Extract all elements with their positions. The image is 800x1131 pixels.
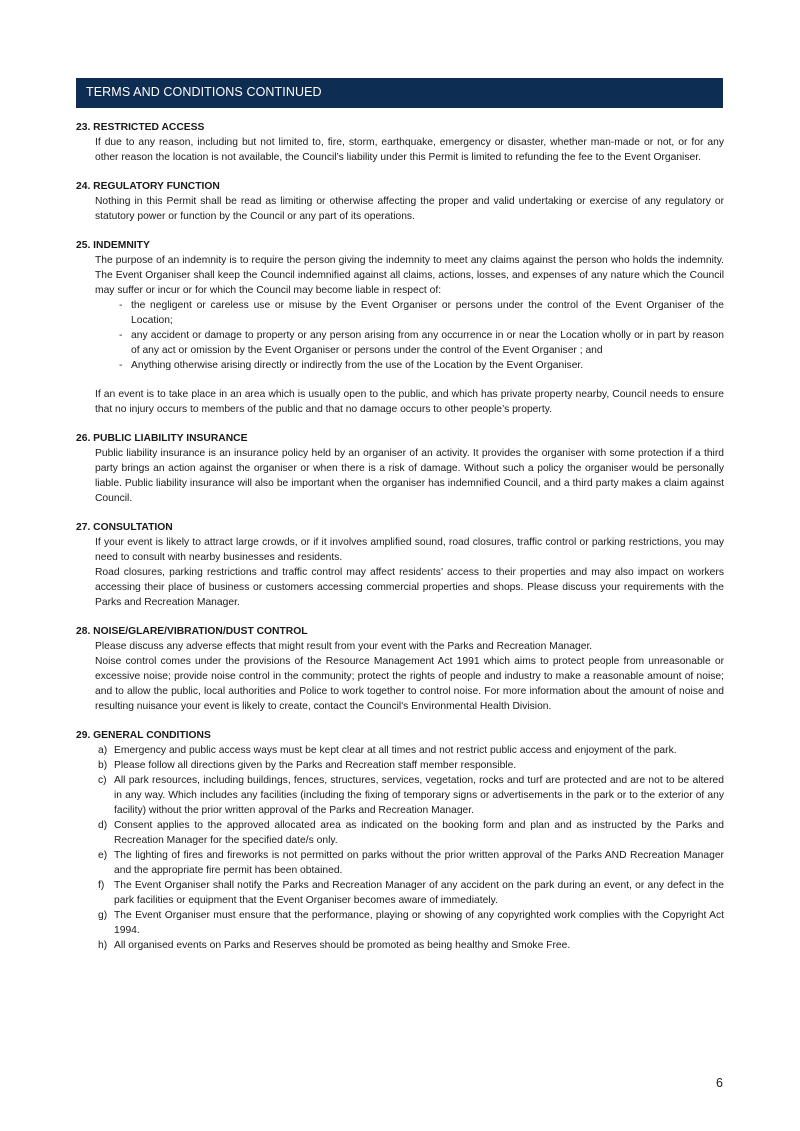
section-indemnity	[76, 238, 724, 417]
list-item	[98, 938, 724, 953]
list-item	[98, 848, 724, 878]
section-regulatory-function	[76, 179, 724, 224]
list-item	[98, 773, 724, 818]
section-heading: 25. INDEMNITY	[76, 240, 150, 251]
list-marker: f)	[98, 880, 105, 891]
section-heading: 23. RESTRICTED ACCESS	[76, 122, 205, 133]
list-item-text: Consent applies to the approved allocated area as indicated on the booking form and plan and as instructed by the Parks and Recreation Manager for the specified date/s only.	[114, 820, 724, 846]
indemnity-note: If an event is to take place in an area which is usually open to the public, and which has private property nearby, Council needs to ensure that no injury occurs to members of the public and that no damage occurs to other people’s property.	[95, 389, 724, 415]
section-banner	[76, 78, 723, 108]
list-marker: e)	[98, 850, 108, 861]
section-text: Nothing in this Permit shall be read as limiting or otherwise affecting the proper and valid undertaking or exercise of any regulatory or statutory power or function by the Council or any part of its operations.	[95, 196, 724, 222]
section-restricted-access	[76, 120, 724, 165]
list-item-text: The lighting of fires and fireworks is not permitted on parks without the prior written approval of the Parks AND Recreation Manager and the appropriate fire permit has been obtained.	[114, 850, 724, 876]
indemnity-list	[76, 298, 724, 373]
section-consultation	[76, 520, 724, 610]
list-marker: h)	[98, 940, 108, 951]
list-item-text: The Event Organiser must ensure that the performance, playing or showing of any copyrighted work complies with the Copyright Act 1994.	[114, 910, 724, 936]
list-item	[98, 818, 724, 848]
list-item	[98, 878, 724, 908]
list-marker: a)	[98, 745, 108, 756]
section-text: Public liability insurance is an insurance policy held by an organiser of an activity. It provides the organiser with some protection if a third party brings an action against the organiser or when there is a risk of damage. Without such a policy the organiser would be personally liable. Public liability insurance will also be important when the organiser has indemnified Council, and a third party makes a claim against Council.	[95, 448, 724, 504]
section-text: Road closures, parking restrictions and traffic control may affect residents’ access to their properties and may also impact on workers accessing their place of business or customers accessing commercial properties and shops. Please discuss your requirements with the Parks and Recreation Manager.	[95, 567, 724, 608]
section-text: Noise control comes under the provisions of the Resource Management Act 1991 which aims to protect people from unreasonable or excessive noise; provide noise control in the community; protect the rights of people and industry to make a reasonable amount of noise; and to allow the public, local authorities and Police to work together to control noise. For more information about the amount of noise and resulting nuisance your event is likely to create, contact the Council's Environmental Health Division.	[95, 656, 724, 712]
list-item: - Anything otherwise arising directly or indirectly from the use of the Location by the Event Organiser.	[121, 358, 724, 373]
banner-title: TERMS AND CONDITIONS CONTINUED	[86, 85, 322, 99]
section-text: Please discuss any adverse effects that might result from your event with the Parks and Recreation Manager.	[95, 641, 593, 652]
list-item-text: The Event Organiser shall notify the Parks and Recreation Manager of any accident on the park during an event, or any defect in the park facilities or equipment that the Event Organiser becomes aware of immediately.	[114, 880, 724, 906]
section-text: The purpose of an indemnity is to require the person giving the indemnity to meet any claims against the person who holds the indemnity. The Event Organiser shall keep the Council indemnified against all claims, actions, losses, and expenses of any nature which the Council may suffer or incur or for which the Council may become liable in respect of:	[95, 255, 724, 296]
list-item: - the negligent or careless use or misuse by the Event Organiser or persons under the control of the Event Organiser of the Location;	[121, 298, 724, 328]
section-heading: 29. GENERAL CONDITIONS	[76, 730, 211, 741]
list-item-text: All park resources, including buildings, fences, structures, services, vegetation, rocks and turf are protected and are not to be altered in any way. Which includes any facilities (including the fixing of temporary signs or advertisements in the park or to the exterior of any facility) without the prior written approval of the Parks and Recreation Manager.	[114, 775, 724, 816]
section-general-conditions	[76, 728, 724, 953]
general-conditions-list	[76, 743, 724, 953]
section-noise-control	[76, 624, 724, 714]
list-marker: d)	[98, 820, 108, 831]
section-public-liability-insurance	[76, 431, 724, 506]
list-item-text: All organised events on Parks and Reserves should be promoted as being healthy and Smoke Free.	[114, 940, 571, 951]
list-marker: c)	[98, 775, 107, 786]
list-item-text: Emergency and public access ways must be kept clear at all times and not restrict public access and enjoyment of the park.	[114, 745, 677, 756]
section-heading: 28. NOISE/GLARE/VIBRATION/DUST CONTROL	[76, 626, 308, 637]
section-text: If your event is likely to attract large crowds, or if it involves amplified sound, road closures, traffic control or parking restrictions, you may need to consult with nearby businesses and residents.	[95, 537, 724, 563]
section-heading: 24. REGULATORY FUNCTION	[76, 181, 220, 192]
list-item	[98, 743, 724, 758]
list-item-text: Please follow all directions given by the Parks and Recreation staff member responsible.	[114, 760, 517, 771]
section-heading: 26. PUBLIC LIABILITY INSURANCE	[76, 433, 248, 444]
list-marker: g)	[98, 910, 108, 921]
list-item: - any accident or damage to property or any person arising from any occurrence in or near the Location wholly or in part by reason of any act or omission by the Event Organiser or persons under the control of the Event Organiser ; and	[121, 328, 724, 358]
section-heading: 27. CONSULTATION	[76, 522, 173, 533]
page-number: 6	[716, 1076, 723, 1090]
list-item	[98, 758, 724, 773]
list-marker: b)	[98, 760, 108, 771]
section-text: If due to any reason, including but not limited to, fire, storm, earthquake, emergency or disaster, whether man-made or not, or for any other reason the location is not available, the Council’s liability under this Permit is limited to refunding the fee to the Event Organiser.	[95, 137, 724, 163]
list-item	[98, 908, 724, 938]
document-body	[76, 120, 724, 967]
